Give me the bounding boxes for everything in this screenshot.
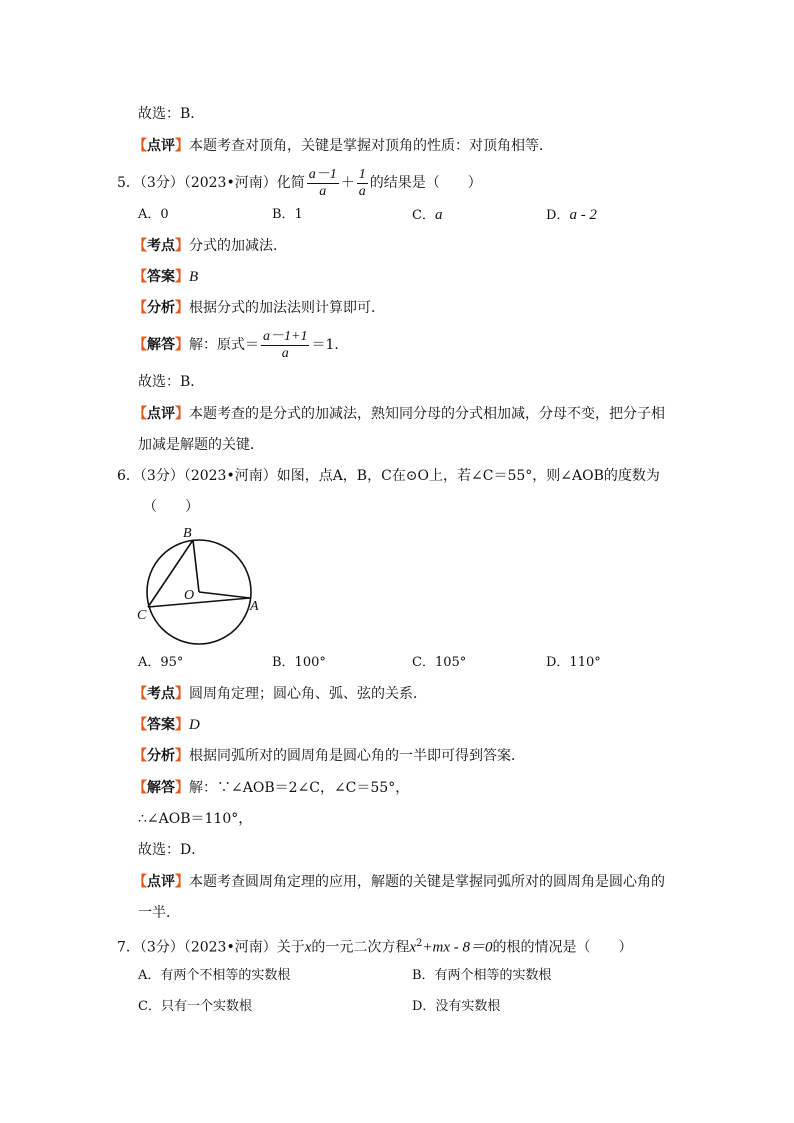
q4-review xyxy=(133,136,553,156)
q5-prefix: 5．（3分）（2023•河南）化简 xyxy=(117,175,305,191)
q7-option-b: B．有两个相等的实数根 xyxy=(412,968,552,983)
q6-solution: 【解答】解：∵∠AOB＝2∠C，∠C＝55°， xyxy=(133,780,410,796)
q5-fraction-2: $\frac{1}{a}$ xyxy=(358,166,366,199)
q5-point: 【考点】分式的加减法． xyxy=(133,238,287,254)
label-c: C xyxy=(137,608,147,623)
segment-oa xyxy=(199,592,250,598)
q5-answer: 【答案】B xyxy=(133,269,199,285)
label-o: O xyxy=(184,588,195,603)
label-a: A xyxy=(250,599,259,614)
q5-suffix: 的结果是（ ） xyxy=(369,175,482,191)
q7-option-c: C．只有一个实数根 xyxy=(138,999,252,1014)
q7-option-a: A．有两个不相等的实数根 xyxy=(138,968,291,983)
q6-option-d: D．110° xyxy=(546,655,601,670)
q6-answer: 【答案】D xyxy=(133,717,200,733)
q5-analysis: 【分析】根据分式的加法法则计算即可． xyxy=(133,300,385,316)
q6-review: 【点评】本题考查圆周角定理的应用，解题的关键是掌握同弧所对的圆周角是圆心角的 xyxy=(133,874,665,890)
label-b: B xyxy=(183,526,192,541)
q5-option-c: C．a xyxy=(412,207,443,223)
q5-stem xyxy=(117,166,482,200)
q5-solution: 【解答】解：原式＝ $\frac{a-1+1}{a}$ ＝1． xyxy=(133,328,349,361)
q6-point: 【考点】圆周角定理；圆心角、弧、弦的关系． xyxy=(133,686,427,702)
q5-plus: ＋ xyxy=(340,175,355,191)
q7-option-d: D．没有实数根 xyxy=(412,999,501,1014)
q6-option-b: B．100° xyxy=(272,655,326,670)
segment-ob xyxy=(193,540,199,592)
q6-stem-line2: （ ） xyxy=(143,499,199,515)
q5-review: 【点评】本题考查的是分式的加减法，熟知同分母的分式相加减，分母不变，把分子相 xyxy=(133,406,665,422)
q6-option-c: C．105° xyxy=(412,655,467,670)
q5-fraction-1: $\frac{a-1}{a}$ xyxy=(308,166,337,199)
q5-solution-fraction: $\frac{a-1+1}{a}$ xyxy=(263,328,308,361)
q6-analysis: 【分析】根据同弧所对的圆周角是圆心角的一半即可得到答案． xyxy=(133,748,525,764)
q6-circle-figure xyxy=(128,522,268,652)
review-tag: 【点评】 xyxy=(133,138,189,154)
q4-conclusion: 故选：B． xyxy=(138,106,205,122)
review-text: 本题考查对顶角，关键是掌握对顶角的性质：对顶角相等． xyxy=(189,138,553,154)
q7-stem: 7．（3分）（2023•河南）关于x的一元二次方程$x^2+mx - 8=0$的根的情况是（ ） xyxy=(117,938,633,956)
q6-conclusion: 故选：D． xyxy=(138,842,206,858)
q6-stem: 6．（3分）（2023•河南）如图，点A，B，C在⊙O上，若∠C＝55°，则∠AOB的度数为 xyxy=(117,468,660,484)
q5-conclusion: 故选：B． xyxy=(138,374,205,390)
q6-solution-line2: ∴∠AOB＝110°， xyxy=(138,811,253,827)
q6-review-line2: 一半． xyxy=(138,905,180,921)
q6-option-a: A．95° xyxy=(138,655,184,670)
q5-option-d: D．a - 2 xyxy=(546,207,597,223)
q5-option-a: A．0 xyxy=(138,207,169,222)
segment-ca xyxy=(148,598,250,607)
q5-review-line2: 加减是解题的关键． xyxy=(138,437,264,453)
q5-option-b: B．1 xyxy=(272,207,303,222)
